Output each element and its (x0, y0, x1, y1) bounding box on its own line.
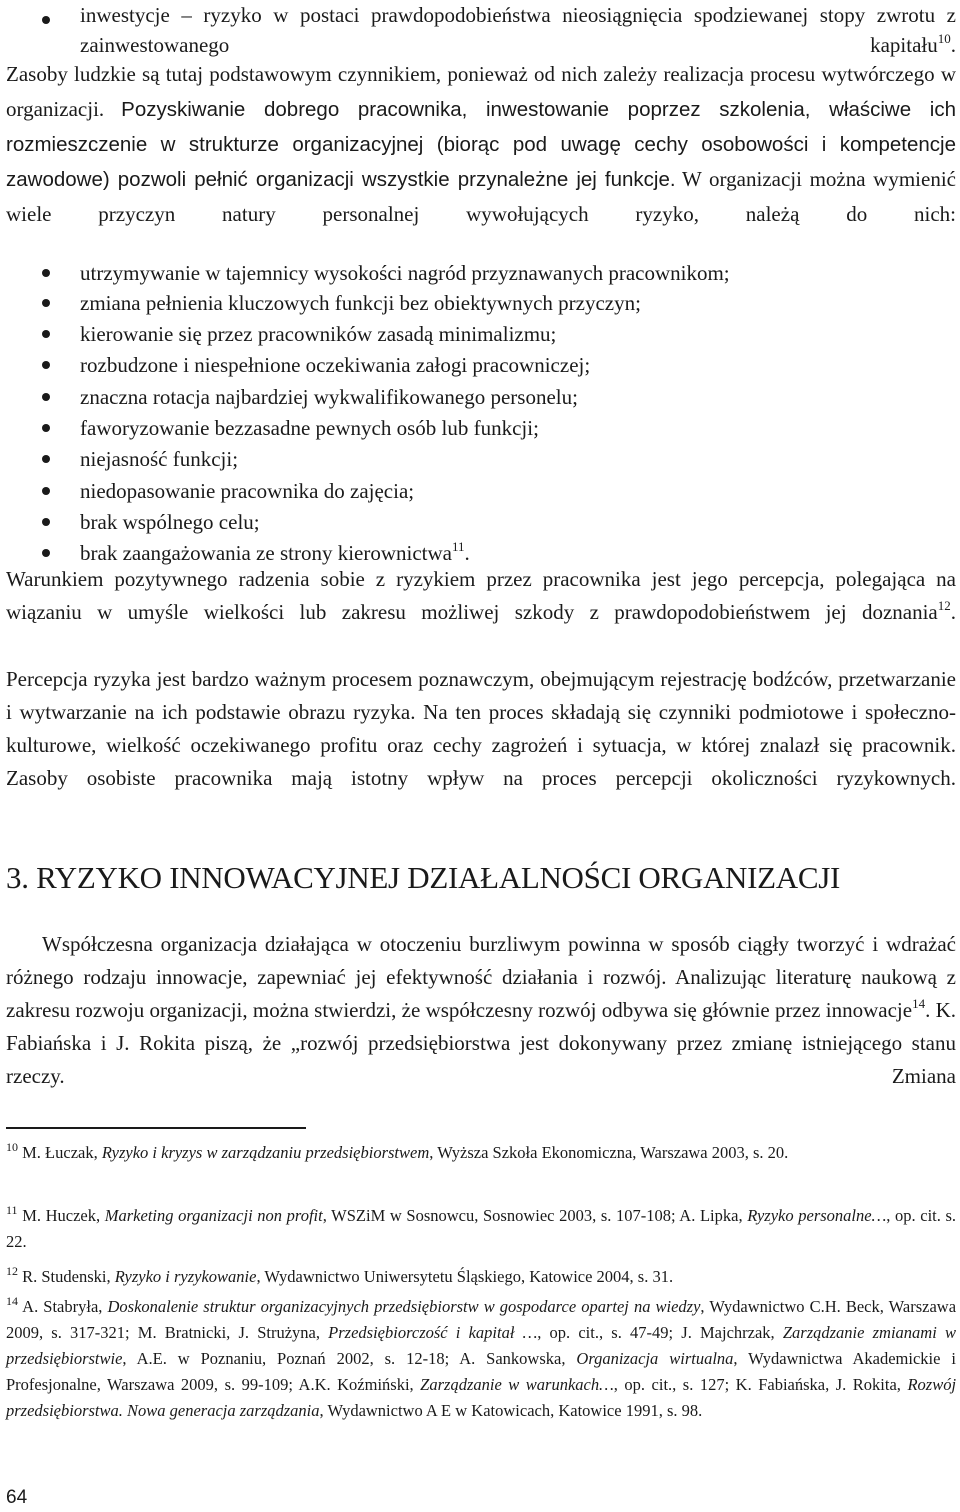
footnote-ref-11: 11 (452, 539, 465, 554)
footnote-number: 11 (6, 1203, 18, 1217)
bullet-dot (42, 518, 50, 526)
bullet-dot (42, 299, 50, 307)
paragraph-perception-condition: Warunkiem pozytywnego radzenia sobie z ryzykiem przez pracownika jest jego percepcja, polegająca na wiązaniu w umyśle wielkości lub zakresu możliwej szkody z prawdopodobieństwem jej doznania$^{12}$. (6, 567, 956, 624)
section-heading: 3. RYZYKO INNOWACYJNEJ DZIAŁALNOŚCI ORGANIZACJI (6, 860, 841, 895)
footnote-separator (6, 1127, 306, 1129)
footnote-14: $^{14}$ A. Stabryła, Doskonalenie struktur organizacyjnych przedsiębiorstw w gospodarce opartej na wiedzy, Wydawnictwo C.H. Beck, Warszawa 2009, s. 317-321; M. Bratnicki, J. Strużyna, Przedsiębiorczość i kapitał …, op. cit., s. 47-49; J. Majchrzak, Zarządzanie zmianami w przedsiębiorstwie, A.E. w Poznaniu, Poznań 2002, s. 12-18; A. Sankowska, Organizacja wirtualna, Wydawnictwa Akademickie i Profesjonalne, Warszawa 2009, s. 99-109; A.K. Koźmiński, Zarządzanie w warunkach…, op. cit., s. 127; K. Fabiańska, J. Rokita, Rozwój przedsiębiorstwa. Nowa generacja zarządzania, Wydawnictwo A E w Katowicach, Katowice 1991, s. 98. (6, 1294, 957, 1420)
footnote-11: $^{11}$ M. Huczek, Marketing organizacji non profit, WSZiM w Sosnowcu, Sosnowiec 2003, s. 107-108; A. Lipka, Ryzyko personalne…, op. cit. s. 22. (6, 1203, 957, 1251)
list-item-last: brak zaangażowania ze strony kierownictwa$^{11}$. (80, 539, 470, 565)
footnote-title: Marketing organizacji non profit (104, 1206, 323, 1225)
footnote-title: Zarządzanie zmianami w przedsiębiorstwie (6, 1323, 956, 1368)
bullet-investment: inwestycje – ryzyko w postaci prawdopodobieństwa nieosiągnięcia spodziewanej stopy zwrotu z zainwestowanego kapitału$^{10}$. (80, 3, 956, 57)
list-item-text: brak zaangażowania ze strony kierownictwa (80, 541, 452, 565)
para-perception-text: Warunkiem pozytywnego radzenia sobie z ryzykiem przez pracownika jest jego percepcja, polegająca na wiązaniu w umyśle wielkości lub zakresu możliwej szkody z prawdopodobieństwem jej doznania (6, 567, 956, 624)
footnote-number: 14 (6, 1294, 18, 1308)
list-item: rozbudzone i niespełnione oczekiwania załogi pracowniczej; (80, 353, 591, 377)
list-item: utrzymywanie w tajemnicy wysokości nagród przyznawanych pracownikom; (80, 261, 730, 285)
list-item: niejasność funkcji; (80, 447, 239, 471)
bullet-dot (42, 269, 50, 277)
footnote-title: Doskonalenie struktur organizacyjnych przedsiębiorstw w gospodarce opartej na wiedzy (107, 1297, 701, 1316)
page-number: 64 (6, 1487, 28, 1508)
para-innovation-text: Współczesna organizacja działająca w otoczeniu burzliwym powinna w sposób ciągły tworzyć i wdrażać różnego rodzaju innowacje, zapewniać jej efektywność działania i rozwój. Analizując literaturę naukową z zakresu rozwoju organizacji, można stwierdzi, że współczesny rozwój odbywa się głównie przez innowacje (6, 932, 956, 1022)
bullet-dot (42, 549, 50, 557)
paragraph-innovation (6, 928, 956, 1093)
bullet-investment-text: inwestycje – ryzyko w postaci prawdopodobieństwa nieosiągnięcia spodziewanej stopy zwrotu z zainwestowanego kapitału (80, 3, 956, 57)
footnote-title: Rozwój przedsiębiorstwa. Nowa generacja zarządzania (6, 1375, 957, 1420)
footnote-title: Ryzyko i ryzykowanie (114, 1267, 257, 1286)
footnote-number: 10 (6, 1140, 18, 1154)
bullet-dot (42, 393, 50, 401)
para-innovation-text-2: . K. Fabiańska i J. Rokita piszą, że „rozwój przedsiębiorstwa jest dokonywany przez zmianę istniejącego stanu rzeczy. Zmiana (6, 998, 957, 1088)
bullet-dot (42, 487, 50, 495)
list-item: znaczna rotacja najbardziej wykwalifikowanego personelu; (80, 385, 578, 409)
bullet-dot (42, 16, 50, 24)
footnote-title: Ryzyko personalne… (747, 1206, 887, 1225)
paragraph-human-resources (6, 58, 956, 233)
para-hr-serif-2: W organizacji można wymienić wiele przyczyn natury personalnej wywołujących ryzyko, należą do nich: (6, 167, 956, 226)
list-item: brak wspólnego celu; (80, 510, 260, 534)
paragraph-risk-perception: Percepcja ryzyka jest bardzo ważnym procesem poznawczym, obejmującym rejestrację bodźców, przetwarzanie i wytwarzanie na ich podstawie obrazu ryzyka. Na ten proces składają się czynniki podmiotowe i społeczno-kulturowe, wielkość oczekiwanego profitu oraz cechy zagrożeń i sytuacja, w której znalazł się pracownik. Zasoby osobiste pracownika mają istotny wpływ na proces percepcji okoliczności ryzykownych. (6, 667, 956, 790)
footnote-ref-10: 10 (937, 31, 951, 46)
list-item: kierowanie się przez pracowników zasadą minimalizmu; (80, 322, 557, 346)
para-hr-serif: Zasoby ludzkie są tutaj podstawowym czynnikiem, ponieważ od nich zależy realizacja procesu wytwórczego w organizacji. (6, 62, 956, 121)
bullet-dot (42, 330, 50, 338)
footnote-title: Organizacja wirtualna (576, 1349, 734, 1368)
para-hr-sans: Pozyskiwanie dobrego pracownika, inwestowanie poprzez szkolenia, właściwe ich rozmieszczenie w strukturze organizacyjnej (biorąc pod uwagę cechy osobowości i kompetencje zawodowe) pozwoli pełnić organizacji wszystkie przynależne jej funkcje. (6, 98, 957, 191)
bullet-dot (42, 455, 50, 463)
footnote-title: Zarządzanie w warunkach… (420, 1375, 614, 1394)
list-item: zmiana pełnienia kluczowych funkcji bez obiektywnych przyczyn; (80, 291, 641, 315)
footnote-title: Ryzyko i kryzys w zarządzaniu przedsiębiorstwem (101, 1143, 430, 1162)
footnote-title: Przedsiębiorczość i kapitał … (328, 1323, 538, 1342)
footnote-ref-12: 12 (937, 598, 951, 613)
footnote-ref-14: 14 (912, 996, 926, 1011)
footnote-12: $^{12}$ R. Studenski, Ryzyko i ryzykowanie, Wydawnictwo Uniwersytetu Śląskiego, Katowice 2004, s. 31. (6, 1264, 674, 1286)
footnote-number: 12 (6, 1264, 18, 1278)
list-item: niedopasowanie pracownika do zajęcia; (80, 479, 415, 503)
bullet-dot (42, 361, 50, 369)
footnote-10: $^{10}$ M. Łuczak, Ryzyko i kryzys w zarządzaniu przedsiębiorstwem, Wyższa Szkoła Ekonomiczna, Warszawa 2003, s. 20. (6, 1140, 789, 1162)
list-item: faworyzowanie bezzasadne pewnych osób lub funkcji; (80, 416, 539, 440)
bullet-dot (42, 424, 50, 432)
